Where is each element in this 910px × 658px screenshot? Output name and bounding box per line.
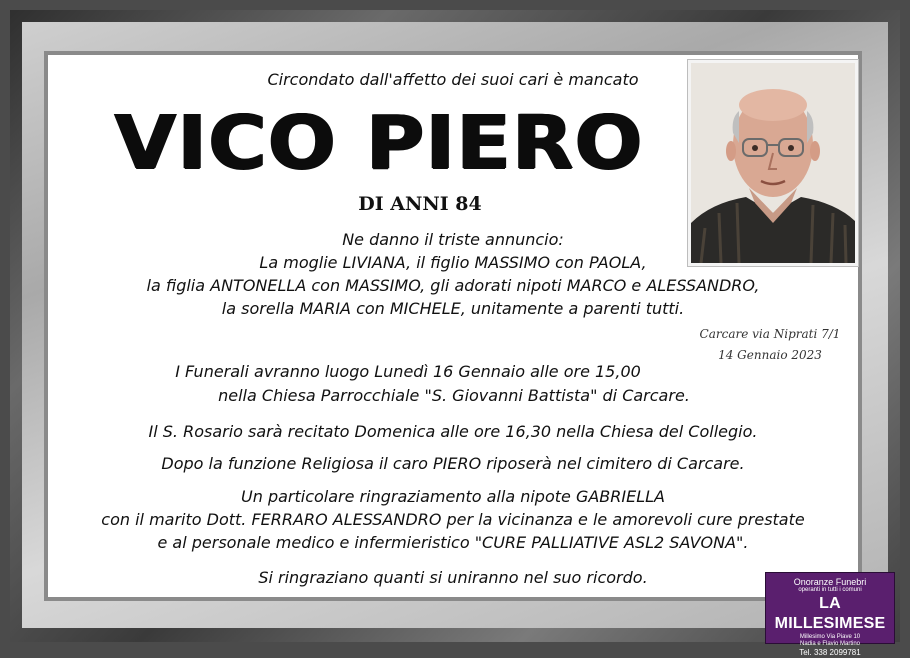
deceased-age: DI ANNI 84 <box>358 193 482 215</box>
funeral-home-logo <box>765 572 895 657</box>
announcement-line-4: la sorella MARIA con MICHELE, unitamente a parenti tutti. <box>221 299 685 318</box>
burial-text: Dopo la funzione Religiosa il caro PIERO riposerà nel cimitero di Carcare. <box>161 454 745 473</box>
announcement-line-2: La moglie LIVIANA, il figlio MASSIMO con PAOLA, <box>259 253 647 272</box>
deceased-name: VICO PIERO <box>114 100 644 186</box>
rosary-text: Il S. Rosario sarà recitato Domenica alle ore 16,30 nella Chiesa del Collegio. <box>148 422 758 441</box>
intro-text: Circondato dall'affetto dei suoi cari è mancato <box>267 70 639 89</box>
funeral-line-1: I Funerali avranno luogo Lunedì 16 Gennaio alle ore 15,00 <box>175 362 641 381</box>
funeral-home-name: LA MILLESIMESE <box>774 595 886 632</box>
thanks-line-1: Un particolare ringraziamento alla nipote GABRIELLA <box>241 487 665 506</box>
announcement-line-3: la figlia ANTONELLA con MASSIMO, gli adorati nipoti MARCO e ALESSANDRO, <box>146 276 760 295</box>
thanks-line-2: con il marito Dott. FERRARO ALESSANDRO per la vicinanza e le amorevoli cure prestate <box>101 510 805 529</box>
announcement-line-1: Ne danno il triste annuncio: <box>342 230 564 249</box>
funeral-home-address: Millesimo Via Piave 10 <box>799 634 861 640</box>
funeral-home-tagline: operanti in tutti i comuni <box>798 587 862 593</box>
funeral-home-type: Onoranze Funebri <box>793 577 867 587</box>
place-date <box>690 324 850 366</box>
place-line: Carcare via Niprati 7/1 <box>699 327 841 341</box>
thanks-line-3: e al personale medico e infermieristico "CURE PALLIATIVE ASL2 SAVONA". <box>157 533 749 552</box>
funeral-home-phone: Tel. 338 2099781 <box>799 648 861 657</box>
funeral-line-2: nella Chiesa Parrocchiale "S. Giovanni Battista" di Carcare. <box>218 386 690 405</box>
funeral-home-owners: Nadia e Flavio Martino <box>799 641 861 647</box>
closing-text: Si ringraziano quanti si uniranno nel suo ricordo. <box>258 568 648 587</box>
date-line: 14 Gennaio 2023 <box>718 348 822 362</box>
